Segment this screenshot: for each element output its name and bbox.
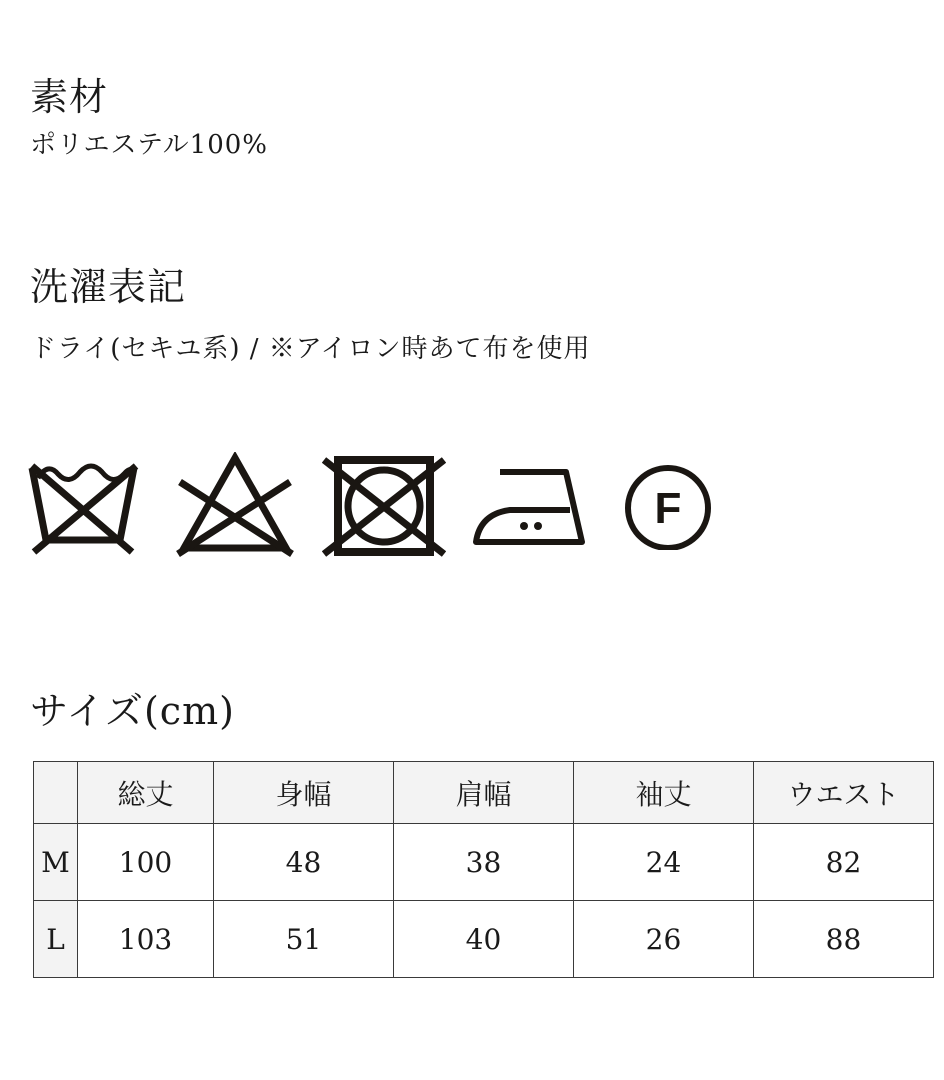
iron-low-icon [470,452,590,552]
care-note: ドライ(セキユ系) / ※アイロン時あて布を使用 [30,334,591,364]
table-cell: 100 [78,824,214,901]
no-wash-icon [26,452,142,558]
care-heading: 洗濯表記 [30,265,187,309]
corner-cell [34,762,78,824]
table-cell: 48 [214,824,394,901]
table-cell: 26 [574,901,754,978]
table-cell: 40 [394,901,574,978]
table-header-row [34,762,934,824]
column-header: 肩幅 [394,762,574,824]
table-cell: 38 [394,824,574,901]
table-cell: 51 [214,901,394,978]
column-header: 袖丈 [574,762,754,824]
size-table [33,761,934,978]
material-value: ポリエステル100% [30,130,268,160]
material-heading: 素材 [30,75,109,119]
column-header: 総丈 [78,762,214,824]
table-row [34,901,934,978]
table-cell: 103 [78,901,214,978]
column-header: 身幅 [214,762,394,824]
size-label: L [34,901,78,978]
no-tumble-dry-icon [322,452,446,560]
no-bleach-icon [176,452,294,558]
size-label: M [34,824,78,901]
column-header: ウエスト [754,762,934,824]
dry-clean-f-letter: F [654,484,682,533]
table-cell: 24 [574,824,754,901]
size-heading: サイズ(cm) [30,689,235,733]
table-cell: 82 [754,824,934,901]
table-row [34,824,934,901]
dry-clean-f-icon [620,452,718,550]
table-cell: 88 [754,901,934,978]
